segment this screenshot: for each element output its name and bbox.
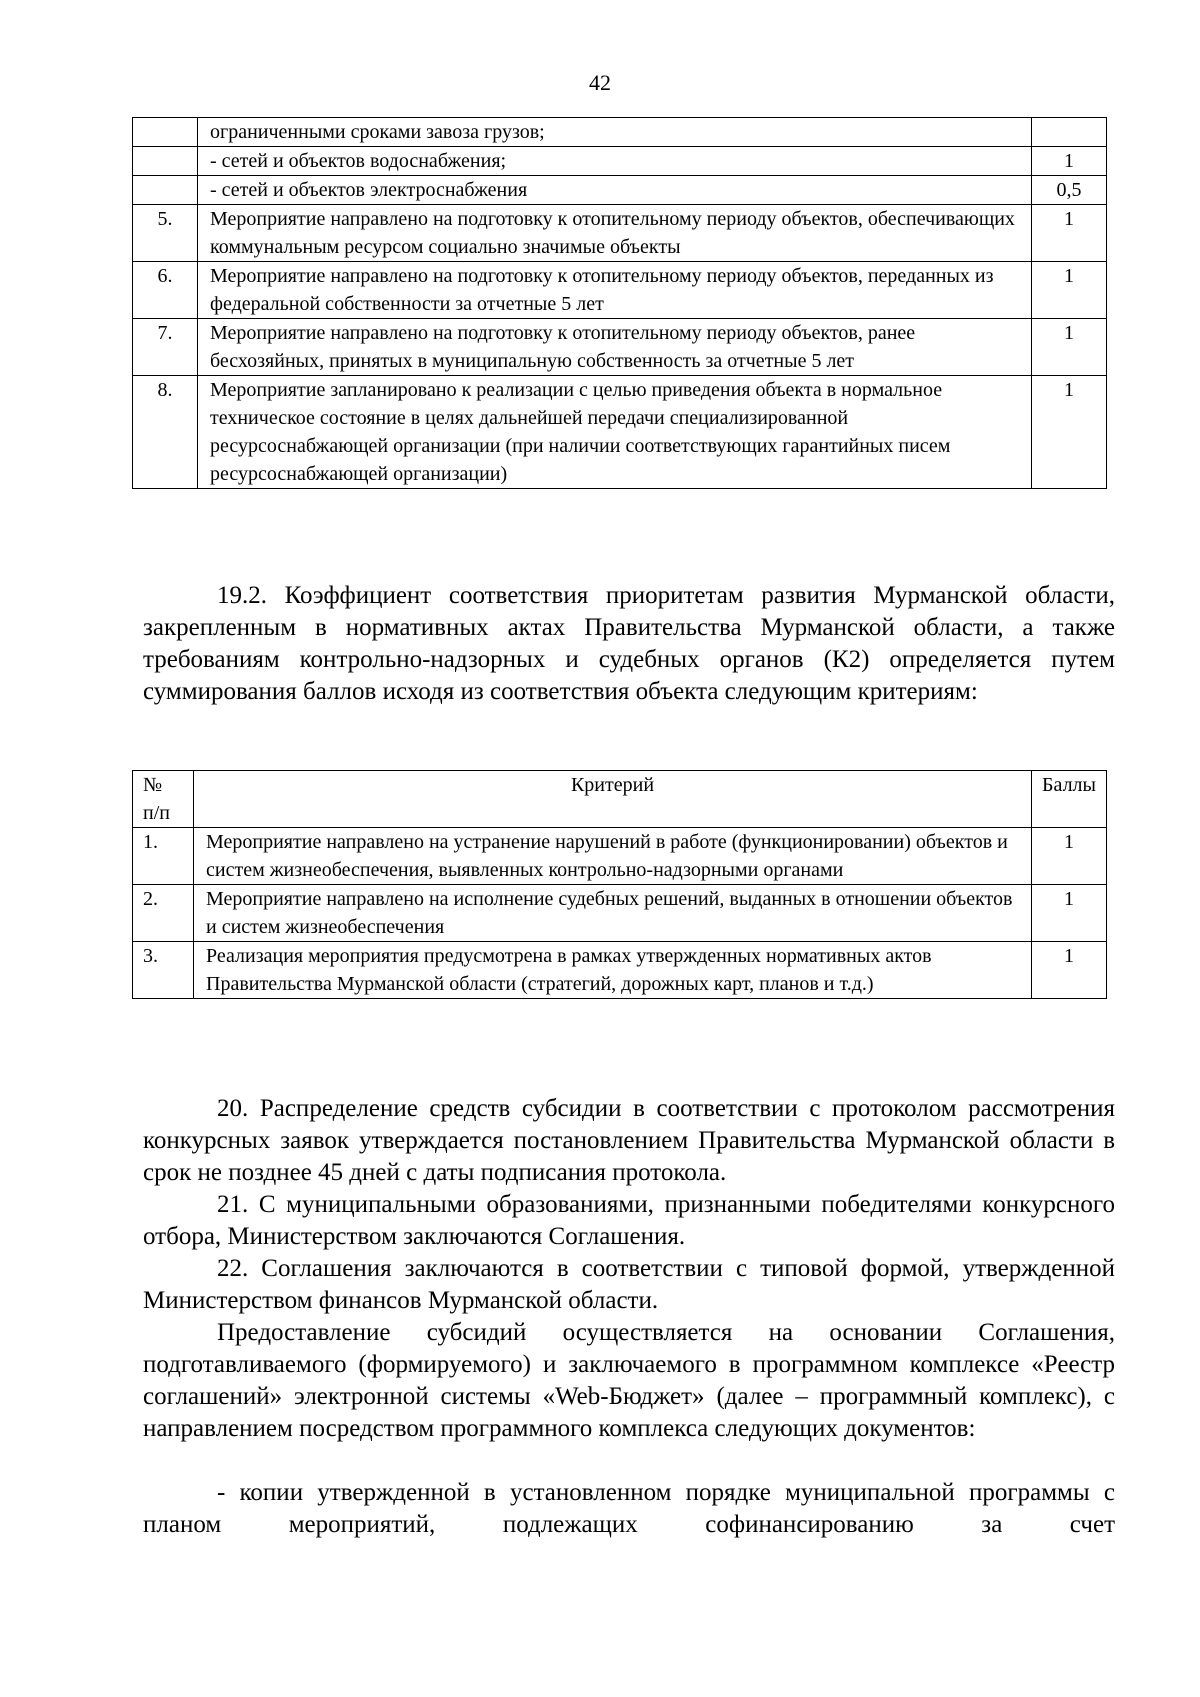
header-points: Баллы <box>1032 771 1107 828</box>
row-text: ограниченными сроками завоза грузов; <box>198 118 1032 147</box>
row-points: 1 <box>1032 319 1107 376</box>
row-text: - сетей и объектов электроснабжения <box>198 176 1032 205</box>
row-text: Мероприятие направлено на подготовку к отопительному периоду объектов, ранее бесхозяйных, принятых в муниципальную собственность за отчетные 5 лет <box>198 319 1032 376</box>
criteria-table-continued <box>132 117 1107 489</box>
row-number: 3. <box>133 942 194 999</box>
row-number: 1. <box>133 828 194 885</box>
table-row <box>133 262 1107 319</box>
row-points: 1 <box>1032 828 1107 885</box>
row-number: 8. <box>133 376 198 489</box>
table-body <box>133 771 1107 999</box>
row-points: 1 <box>1032 942 1107 999</box>
row-text: Реализация мероприятия предусмотрена в рамках утвержденных нормативных актов Правительства Мурманской области (стратегий, дорожных карт, планов и т.д.) <box>194 942 1032 999</box>
table-row <box>133 319 1107 376</box>
row-text: - сетей и объектов водоснабжения; <box>198 147 1032 176</box>
row-number: 6. <box>133 262 198 319</box>
page-number: 42 <box>589 70 611 95</box>
paragraph-copies: - копии утвержденной в установленном порядке муниципальной программы с планом мероприятий, подлежащих софинансированию за счет <box>143 1479 1115 1538</box>
paragraph-22: 22. Соглашения заключаются в соответствии с типовой формой, утвержденной Министерством финансов Мурманской области. <box>143 1255 1115 1314</box>
row-number <box>133 118 198 147</box>
table-row <box>133 828 1107 885</box>
row-text: Мероприятие направлено на исполнение судебных решений, выданных в отношении объектов и систем жизнеобеспечения <box>194 885 1032 942</box>
paragraph-20: 20. Распределение средств субсидии в соответствии с протоколом рассмотрения конкурсных заявок утверждается постановлением Правительства Мурманской области в срок не позднее 45 дней с даты подписания протокола. <box>143 1095 1115 1186</box>
criteria-table-k2 <box>132 770 1107 999</box>
table-row <box>133 176 1107 205</box>
row-number: 7. <box>133 319 198 376</box>
row-points: 1 <box>1032 376 1107 489</box>
row-points: 0,5 <box>1032 176 1107 205</box>
row-number: 5. <box>133 205 198 262</box>
row-points: 1 <box>1032 205 1107 262</box>
paragraph-provision: Предоставление субсидий осуществляется на основании Соглашения, подготавливаемого (формируемого) и заключаемого в программном комплексе «Реестр соглашений» электронной системы «Web-Бюджет» (далее – программный комплекс), с направлением посредством программного комплекса следующих документов: <box>143 1319 1115 1442</box>
table-row <box>133 147 1107 176</box>
table-body <box>133 118 1107 489</box>
row-text: Мероприятие направлено на подготовку к отопительному периоду объектов, переданных из федеральной собственности за отчетные 5 лет <box>198 262 1032 319</box>
header-criterion: Критерий <box>194 771 1032 828</box>
table-header-row <box>133 771 1107 828</box>
paragraph-21: 21. С муниципальными образованиями, признанными победителями конкурсного отбора, Министерством заключаются Соглашения. <box>143 1191 1115 1250</box>
row-text: Мероприятие направлено на устранение нарушений в работе (функционировании) объектов и систем жизнеобеспечения, выявленных контрольно-надзорными органами <box>194 828 1032 885</box>
table-row <box>133 118 1107 147</box>
table-row <box>133 205 1107 262</box>
row-points: 1 <box>1032 262 1107 319</box>
row-number: 2. <box>133 885 194 942</box>
row-number <box>133 147 198 176</box>
header-number: № п/п <box>133 771 194 828</box>
table-row <box>133 885 1107 942</box>
row-points: 1 <box>1032 885 1107 942</box>
row-text: Мероприятие запланировано к реализации с целью приведения объекта в нормальное техническое состояние в целях дальнейшей передачи специализированной ресурсоснабжающей организации (при наличии соответствующих гарантийных писем ресурсоснабжающей организации) <box>198 376 1032 489</box>
table-row <box>133 376 1107 489</box>
row-points: 1 <box>1032 147 1107 176</box>
row-points <box>1032 118 1107 147</box>
table-row <box>133 942 1107 999</box>
row-number <box>133 176 198 205</box>
row-text: Мероприятие направлено на подготовку к отопительному периоду объектов, обеспечивающих коммунальным ресурсом социально значимые объекты <box>198 205 1032 262</box>
paragraph-19-2: 19.2. Коэффициент соответствия приоритетам развития Мурманской области, закрепленным в нормативных актах Правительства Мурманской области, а также требованиям контрольно-надзорных и судебных органов (К2) определяется путем суммирования баллов исходя из соответствия объекта следующим критериям: <box>143 582 1115 705</box>
